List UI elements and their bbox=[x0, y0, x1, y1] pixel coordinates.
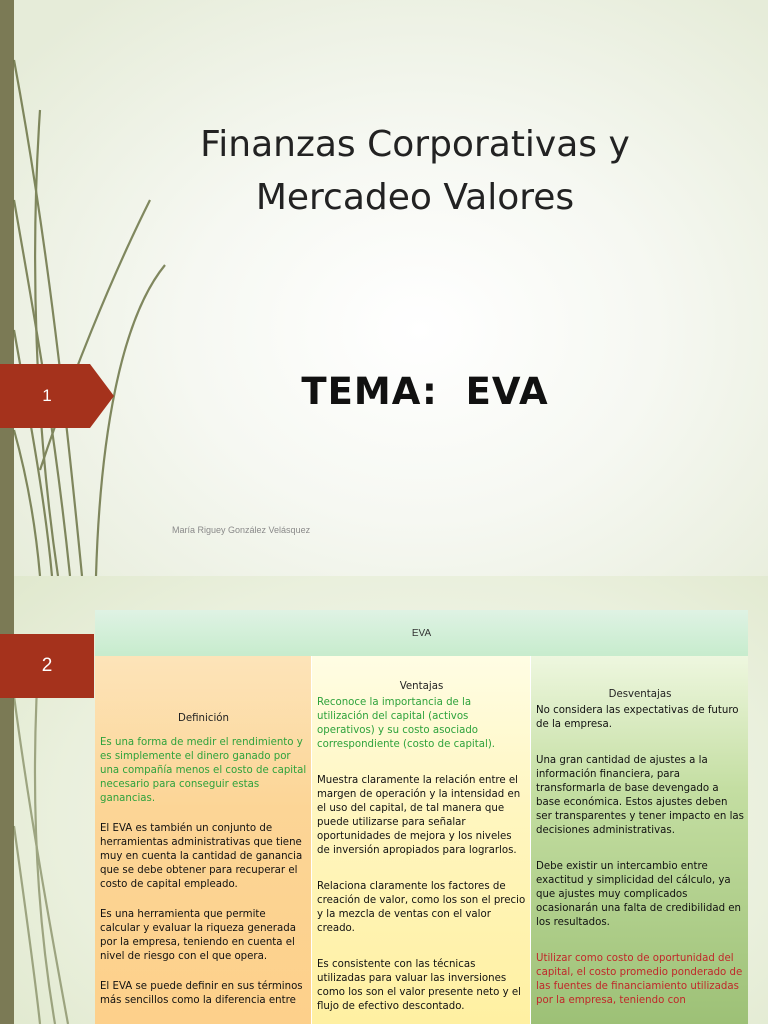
column-ventajas bbox=[312, 656, 531, 1024]
paragraph: El EVA se puede definir en sus términos más sencillos como la diferencia entre bbox=[100, 981, 303, 1006]
title-line-1: Finanzas Corporativas y bbox=[200, 124, 630, 165]
slide-number: 2 bbox=[41, 655, 53, 676]
paragraph: Es una herramienta que permite calcular y evaluar la riqueza generada por la empresa, teniendo en cuenta el nivel de riesgo con el que opera. bbox=[100, 909, 296, 962]
slide-2 bbox=[0, 576, 768, 1024]
author-name: María Riguey González Velásquez bbox=[172, 525, 311, 535]
title-line-2: Mercadeo Valores bbox=[255, 177, 575, 218]
column-definicion bbox=[95, 656, 312, 1024]
paragraph: El EVA es también un conjunto de herramientas administrativas que tiene muy en cuenta la cantidad de ganancia que se debe obtener para recuperar el costo de capital empleado. bbox=[100, 823, 303, 890]
paragraph: Debe existir un intercambio entre exactitud y simplicidad del cálculo, ya que ajustes muy complicados ocasionarán una falta de credibilidad en los resultados. bbox=[536, 861, 742, 928]
table-header: EVA bbox=[95, 610, 748, 656]
paragraph: Relaciona claramente los factores de creación de valor, como los son el precio y la mezcla de ventas con el valor creado. bbox=[317, 881, 526, 934]
paragraph: Muestra claramente la relación entre el margen de operación y la intensidad en el uso del capital, de tal manera que puede utilizarse para señalar oportunidades de mejora y los niveles de inversión apropiados para lograrlos. bbox=[317, 775, 521, 856]
paragraph: Una gran cantidad de ajustes a la información financiera, para transformarla de base devengado a base económica. Estos ajustes deben ser transparentes y tener impacto en las decisiones administrativas. bbox=[536, 755, 744, 836]
paragraph: Es una forma de medir el rendimiento y es simplemente el dinero ganado por una compañía menos el costo de capital necesario para conseguir estas ganancias. bbox=[100, 737, 307, 804]
paragraph: No considera las expectativas de futuro de la empresa. bbox=[536, 705, 739, 730]
column-title: Definición bbox=[178, 713, 229, 724]
column-desventajas bbox=[531, 656, 748, 1024]
slide-number: 1 bbox=[42, 386, 52, 405]
column-title: Desventajas bbox=[608, 689, 672, 700]
eva-table bbox=[95, 610, 748, 1024]
paragraph: Reconoce la importancia de la utilización del capital (activos operativos) y su costo asociado correspondiente (costo de capital). bbox=[317, 697, 496, 750]
paragraph: Es consistente con las técnicas utilizadas para valuar las inversiones como los son el valor presente neto y el flujo de efectivo descontado. bbox=[317, 959, 521, 1012]
grass-decoration bbox=[0, 0, 180, 576]
slide-title bbox=[150, 118, 680, 224]
paragraph: Utilizar como costo de oportunidad del capital, el costo promedio ponderado de las fuentes de financiamiento utilizadas por la empresa, teniendo con bbox=[536, 953, 743, 1006]
slide-subtitle: TEMA: EVA bbox=[301, 370, 549, 413]
column-title: Ventajas bbox=[399, 681, 444, 692]
slide-number-tag bbox=[0, 364, 114, 428]
